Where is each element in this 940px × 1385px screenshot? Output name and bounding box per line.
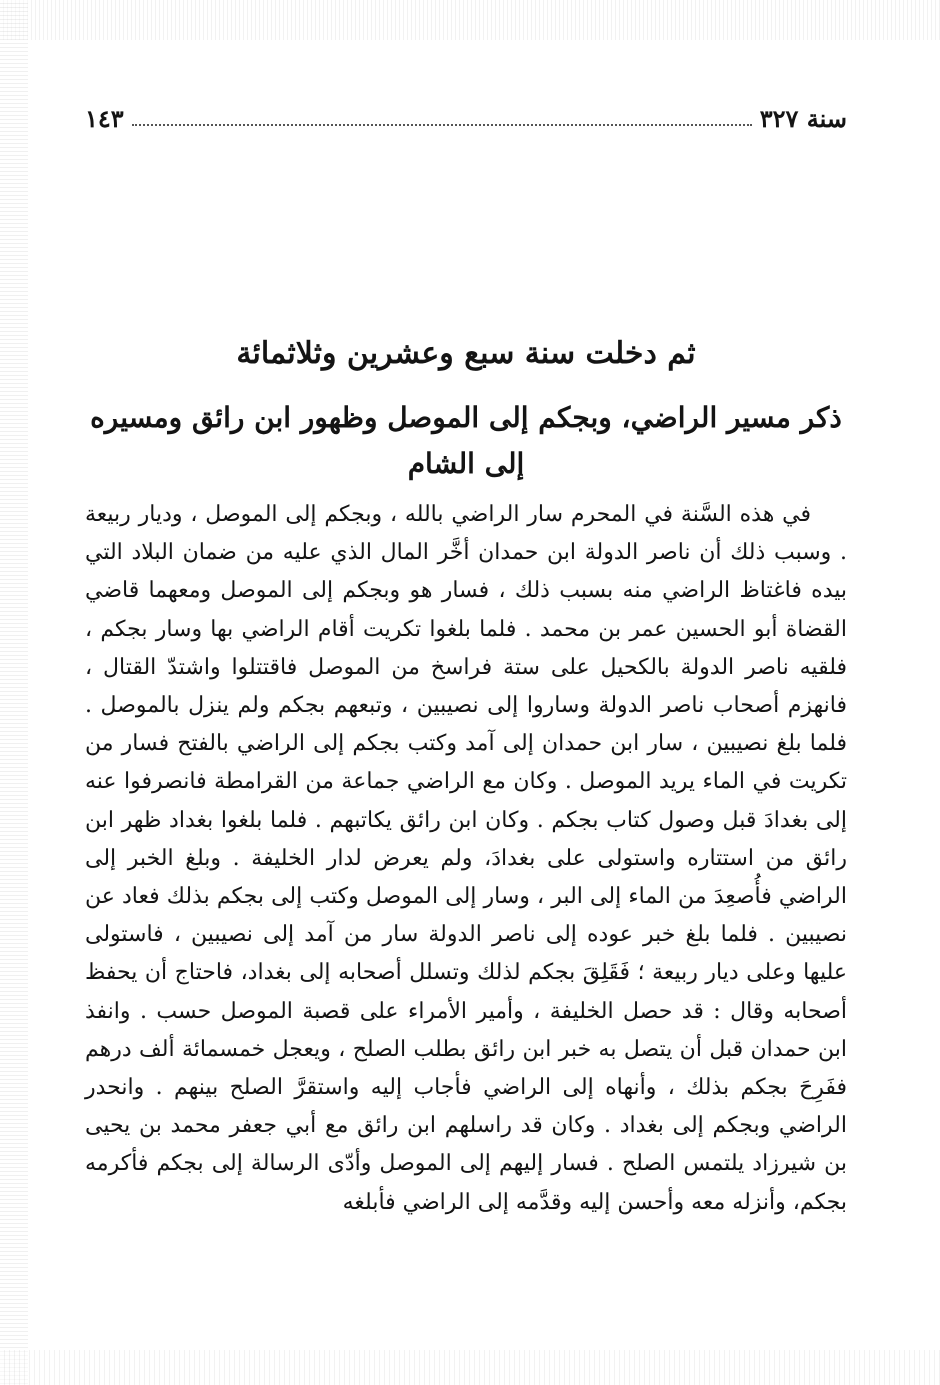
page-header bbox=[85, 95, 847, 131]
running-head: سنة ٣٢٧ bbox=[759, 104, 847, 133]
body-paragraph: في هذه السَّنة في المحرم سار الراضي بالله ، وبجكم إلى الموصل ، وديار ربيعة . وسبب ذلك أن ناصر الدولة ابن حمدان أخَّر المال الذي عليه من ضمان البلاد التي بيده فاغتاظ الراضي منه بسبب ذلك ، فسار هو وبجكم إلى الموصل ومعهما قاضي القضاة أبو الحسين عمر بن محمد . فلما بلغوا تكريت أقام الراضي بها وسار بجكم ، فلقيه ناصر الدولة بالكحيل على ستة فراسخ من الموصل فاقتتلوا واشتدّ القتال ، فانهزم أصحاب ناصر الدولة وساروا إلى نصيبين ، وتبعهم بجكم ولم ينزل بالموصل . فلما بلغ نصيبين ، سار ابن حمدان إلى آمد وكتب بجكم إلى الراضي بالفتح فسار من تكريت في الماء يريد الموصل . وكان مع الراضي جماعة من القرامطة فانصرفوا عنه إلى بغدادَ قبل وصول كتاب بجكم . وكان ابن رائق يكاتبهم . فلما بلغوا بغداد ظهر ابن رائق من استتاره واستولى على بغدادَ، ولم يعرض لدار الخليفة . وبلغ الخبر إلى الراضي فأُصعِدَ من الماء إلى البر ، وسار إلى الموصل وكتب إلى بجكم بذلك فعاد عن نصيبين . فلما بلغ خبر عوده إلى ناصر الدولة سار من آمد إلى نصيبين ، فاستولى عليها وعلى ديار ربيعة ؛ فَقَلِقَ بجكم لذلك وتسلل أصحابه إلى بغداد، فاحتاج أن يحفظ أصحابه وقال : قد حصل الخليفة ، وأمير الأمراء على قصبة الموصل حسب . وانفذ ابن حمدان قبل أن يتصل به خبر ابن رائق بطلب الصلح ، ويعجل خمسمائة ألف درهم ففَرِحَ بجكم بذلك ، وأنهاه إلى الراضي فأجاب إليه واستقرَّ الصلح بينهم . وانحدر الراضي وبجكم إلى بغداد . وكان قد راسلهم ابن رائق مع أبي جعفر محمد بن يحيى بن شيرزاد يلتمس الصلح . فسار إليهم إلى الموصل وأدّى الرسالة إلى بجكم فأكرمه بجكم، وأنزله معه وأحسن إليه وقدَّمه إلى الراضي فأبلغه bbox=[85, 502, 848, 1215]
year-heading: ثم دخلت سنة سبع وعشرين وثلاثمائة bbox=[236, 336, 696, 371]
scan-border-top bbox=[0, 0, 940, 40]
page-number: ١٤٣ bbox=[85, 104, 124, 133]
scan-border-left bbox=[0, 0, 28, 1385]
dotted-leader bbox=[132, 124, 752, 126]
section-heading: ذكر مسير الراضي، وبجكم إلى الموصل وظهور ابن رائق ومسيره إلى الشام bbox=[90, 401, 842, 480]
scan-border-bottom bbox=[0, 1350, 940, 1385]
